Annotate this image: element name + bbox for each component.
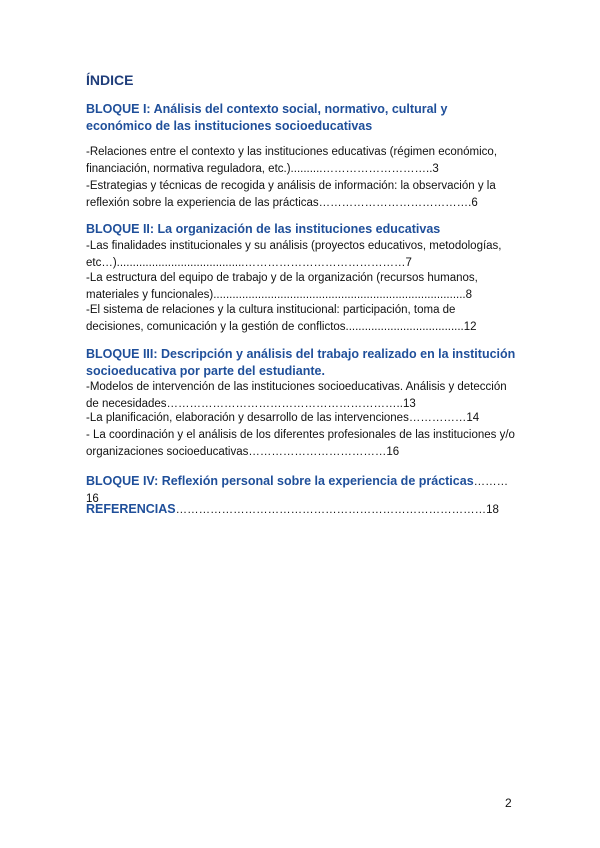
index-title: ÍNDICE <box>86 72 134 88</box>
toc-entry-3-3[interactable]: - La coordinación y el análisis de los diferentes profesionales de las instituciones y/o organizaciones socioeducativas………………………………16 <box>86 429 515 458</box>
toc-entry-2-2[interactable]: -La estructura del equipo de trabajo y de la organización (recursos humanos, materiales y funcionales)...............................................................................8 <box>86 272 478 301</box>
toc-entry-3-1[interactable]: -Modelos de intervención de las instituciones socioeducativas. Análisis y detección de necesidades……………………………………………………..13 <box>86 381 507 410</box>
toc-entry-1-2[interactable]: -Estrategias y técnicas de recogida y análisis de información: la observación y la reflexión sobre la experiencia de las prácticas………………………………….6 <box>86 180 496 209</box>
block-4-leader: ………16 <box>86 476 509 505</box>
toc-entry-3-2[interactable]: -La planificación, elaboración y desarrollo de las intervenciones……………14 <box>86 412 480 424</box>
toc-entry-1-1[interactable]: -Relaciones entre el contexto y las instituciones educativas (régimen económico, financiación, normativa reguladora, etc.)..........………………………..3 <box>86 146 498 175</box>
page-number: 2 <box>505 796 512 810</box>
block-1-heading: BLOQUE I: Análisis del contexto social, normativo, cultural y económico de las instituciones socioeducativas <box>86 102 448 133</box>
toc-entry-2-1[interactable]: -Las finalidades institucionales y su análisis (proyectos educativos, metodologías, etc…)........................................……………………………………7 <box>86 240 502 269</box>
references-entry[interactable] <box>86 501 516 519</box>
references-leader: ………………………………………………………………………18 <box>175 504 499 516</box>
block-2-heading: BLOQUE II: La organización de las instituciones educativas <box>86 222 441 236</box>
block-3-heading: BLOQUE III: Descripción y análisis del trabajo realizado en la institución socioeducativa por parte del estudiante. <box>86 347 516 378</box>
block-4-heading: BLOQUE IV: Reflexión personal sobre la experiencia de prácticas <box>86 474 474 488</box>
toc-entry-2-3[interactable]: -El sistema de relaciones y la cultura institucional: participación, toma de decisiones, comunicación y la gestión de conflictos.....................................12 <box>86 304 477 333</box>
references-heading: REFERENCIAS <box>86 502 176 516</box>
